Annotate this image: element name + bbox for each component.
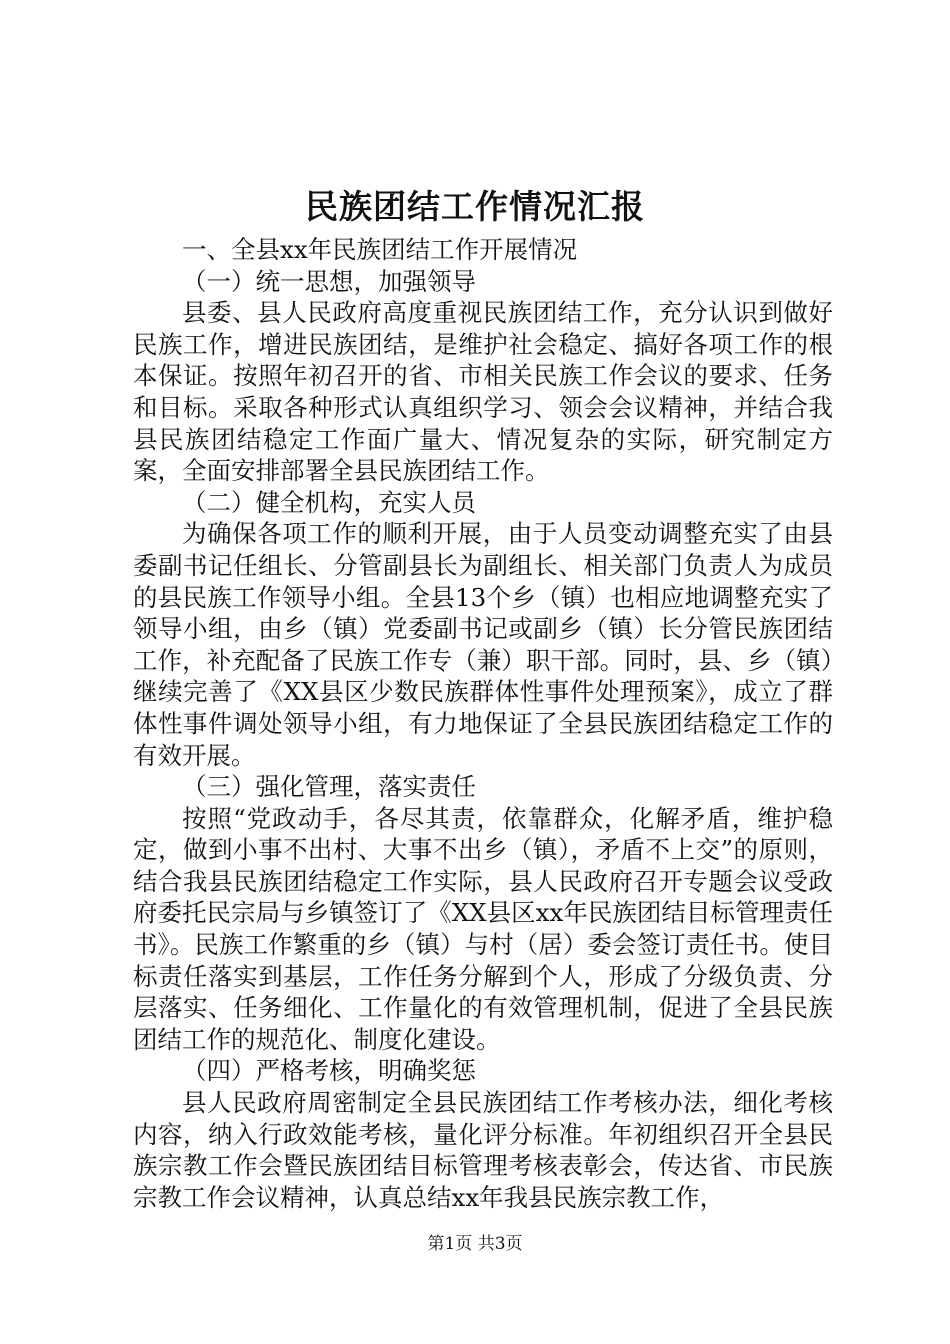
document-title: 民族团结工作情况汇报 [305, 187, 645, 226]
body-paragraph: 按照“党政动手，各尽其责，依靠群众，化解矛盾，维护稳定，做到小事不出村、大事不出乡（镇），矛盾不上交”的原则，结合我县民族团结稳定工作实际，县人民政府召开专题会议受政府委托民宗局与乡镇签订了《XX县区xx年民族团结目标管理责任书》。民族工作繁重的乡（镇）与村（居）委会签订责任书。使目标责任落实到基层，工作任务分解到个人，形成了分级负责、分层落实、任务细化、工作量化的有效管理机制，促进了全县民族团结工作的规范化、制度化建设。 [133, 803, 833, 1054]
subsection-heading: （二）健全机构，充实人员 [182, 487, 476, 517]
section-heading: 一、全县xx年民族团结工作开展情况 [182, 235, 578, 264]
subsection-heading: （三）强化管理，落实责任 [182, 772, 476, 802]
subsection-heading: （一）统一思想，加强领导 [182, 266, 476, 296]
body-paragraph: 县人民政府周密制定全县民族团结工作考核办法，细化考核内容，纳入行政效能考核，量化评分标准。年初组织召开全县民族宗教工作会暨民族团结目标管理考核表彰会，传达省、市民族宗教工作会议精神，认真总结xx年我县民族宗教工作， [133, 1088, 833, 1212]
body-paragraph: 县委、县人民政府高度重视民族团结工作，充分认识到做好民族工作，增进民族团结，是维护社会稳定、搞好各项工作的根本保证。按照年初召开的省、市相关民族工作会议的要求、任务和目标。采取各种形式认真组织学习、领会会议精神，并结合我县民族团结稳定工作面广量大、情况复杂的实际，研究制定方案，全面安排部署全县民族团结工作。 [133, 298, 833, 486]
subsection-heading: （四）严格考核，明确奖惩 [182, 1056, 476, 1086]
document-body [133, 234, 833, 1213]
body-paragraph: 为确保各项工作的顺利开展，由于人员变动调整充实了由县委副书记任组长、分管副县长为副组长、相关部门负责人为成员的县民族工作领导小组。全县13个乡（镇）也相应地调整充实了领导小组，由乡（镇）党委副书记或副乡（镇）长分管民族团结工作，补充配备了民族工作专（兼）职干部。同时，县、乡（镇）继续完善了《XX县区少数民族群体性事件处理预案》，成立了群体性事件调处领导小组，有力地保证了全县民族团结稳定工作的有效开展。 [133, 519, 833, 770]
page-footer: 第1页 共3页 [427, 1234, 523, 1254]
